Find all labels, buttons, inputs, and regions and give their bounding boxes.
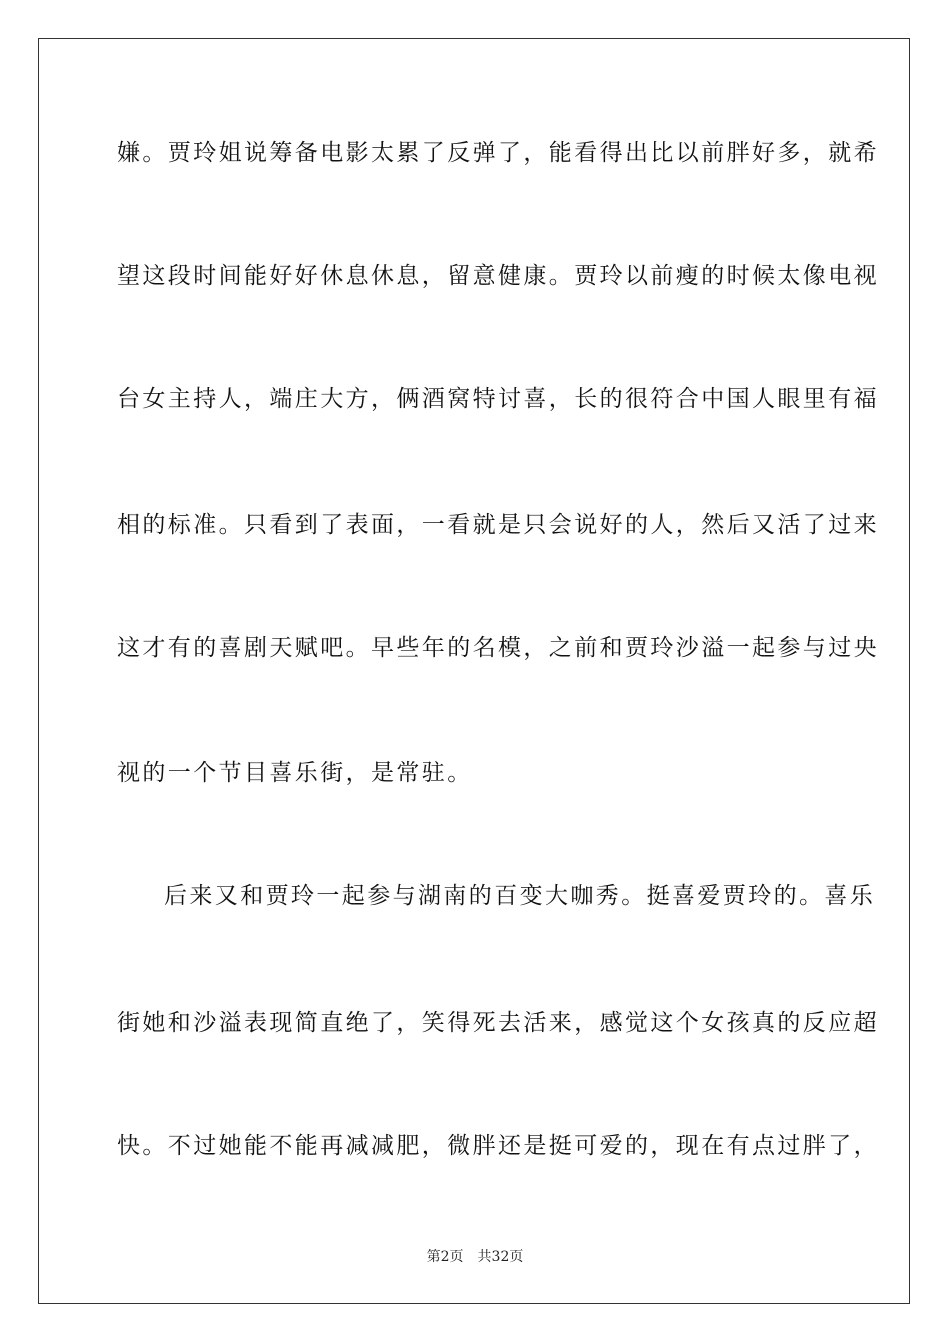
body-text-line: 望这段时间能好好休息休息，留意健康。贾玲以前瘦的时候太像电视 — [117, 263, 879, 289]
body-text-line: 视的一个节目喜乐街，是常驻。 — [117, 760, 473, 786]
page-number: 第2页 — [426, 1249, 464, 1265]
page-border — [38, 38, 910, 1304]
body-text-line: 相的标准。只看到了表面，一看就是只会说好的人，然后又活了过来 — [117, 512, 879, 538]
page-footer — [0, 1246, 950, 1266]
page-total: 共32页 — [477, 1249, 524, 1265]
paragraph-indented-line: 后来又和贾玲一起参与湖南的百变大咖秀。挺喜爱贾玲的。喜乐 — [164, 883, 876, 909]
body-text-line: 这才有的喜剧天赋吧。早些年的名模，之前和贾玲沙溢一起参与过央 — [117, 635, 879, 661]
body-text-line: 嫌。贾玲姐说筹备电影太累了反弹了，能看得出比以前胖好多，就希 — [117, 140, 879, 166]
body-text-line: 街她和沙溢表现简直绝了，笑得死去活来，感觉这个女孩真的反应超 — [117, 1010, 879, 1036]
body-text-line: 快。不过她能不能再减减肥，微胖还是挺可爱的，现在有点过胖了， — [117, 1133, 879, 1159]
body-text-line: 台女主持人，端庄大方，俩酒窝特讨喜，长的很符合中国人眼里有福 — [117, 386, 879, 412]
